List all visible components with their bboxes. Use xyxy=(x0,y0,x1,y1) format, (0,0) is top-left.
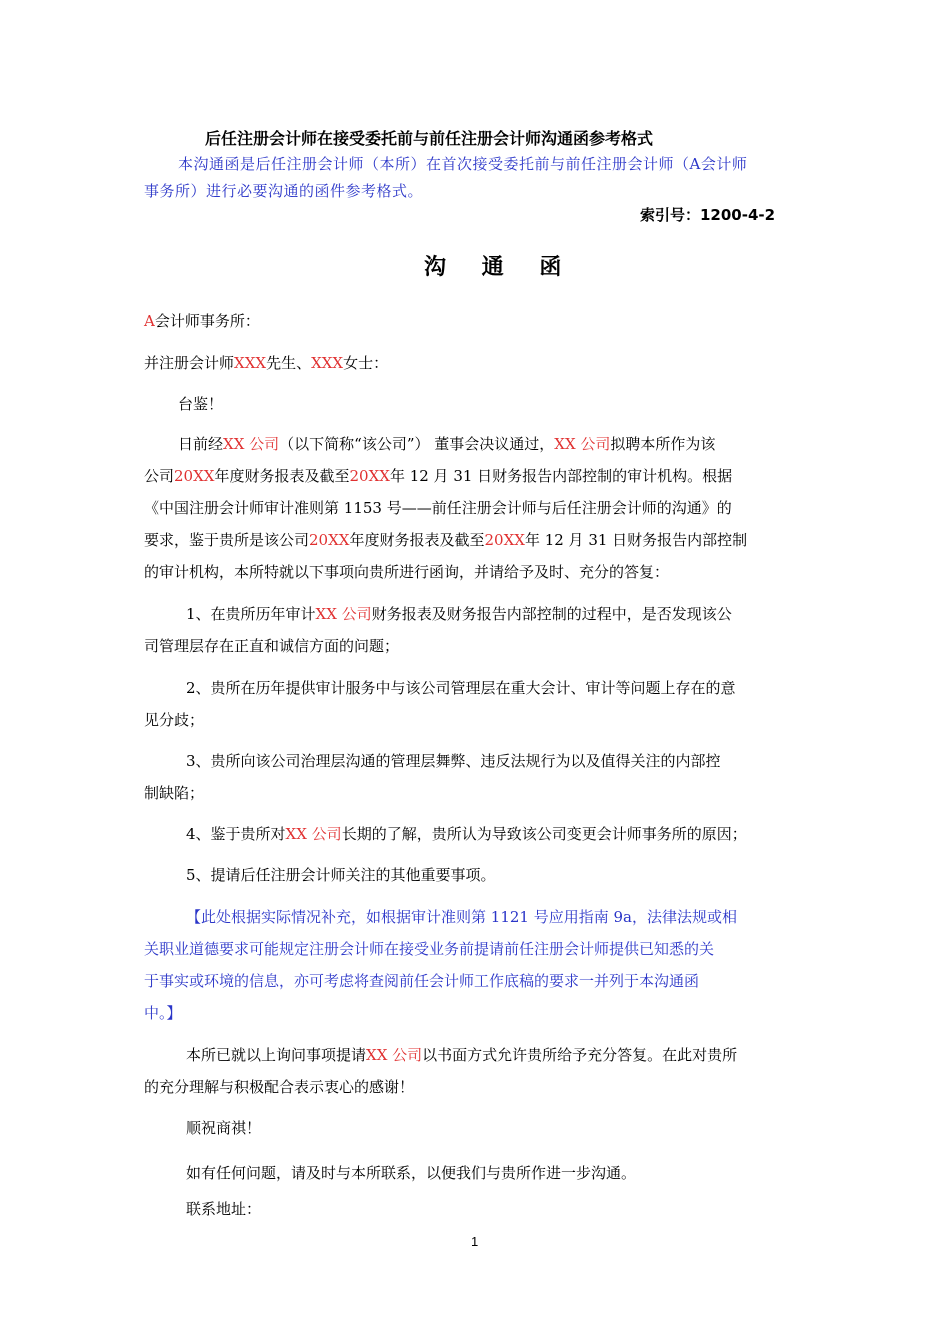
body-text: （以下简称“该公司”） 董事会决议通过， xyxy=(279,435,555,453)
company-placeholder: XX 公司 xyxy=(315,605,372,623)
note-line-4: 中。】 xyxy=(144,1004,182,1022)
body-text: 年度财务报表及截至 xyxy=(214,467,350,485)
note-line-2: 关职业道德要求可能规定注册会计师在接受业务前提请前任注册会计师提供已知悉的关 xyxy=(144,940,715,958)
addressee-cpa-red2: XXX xyxy=(311,354,344,372)
addressee-firm-text: 会计师事务所： xyxy=(154,312,260,330)
note-line-1: 【此处根据实际情况补充，如根据审计准则第 1121 号应用指南 9a，法律法规或相 xyxy=(186,908,737,926)
item-text: 1、在贵所历年审计 xyxy=(186,605,316,623)
company-placeholder: XX 公司 xyxy=(366,1046,423,1064)
body-line-5: 的审计机构，本所特就以下事项向贵所进行函询，并请给予及时、充分的答复： xyxy=(144,563,670,581)
page-number: 1 xyxy=(471,1234,479,1249)
note-line-3: 于事实或环境的信息，亦可考虑将查阅前任会计师工作底稿的要求一并列于本沟通函 xyxy=(144,972,700,990)
company-placeholder: XX 公司 xyxy=(554,435,611,453)
document-title: 后任注册会计师在接受委托前与前任注册会计师沟通函参考格式 xyxy=(205,129,654,148)
contact-address-label: 联系地址： xyxy=(186,1200,262,1218)
addressee-cpa xyxy=(144,352,388,373)
year-placeholder: 20XX xyxy=(309,531,350,549)
body-text: 拟聘本所作为该 xyxy=(610,435,716,453)
body-line-2 xyxy=(144,465,732,486)
closing-text: 以书面方式允许贵所给予充分答复。在此对贵所 xyxy=(422,1046,738,1064)
closing-line-2: 的充分理解与积极配合表示衷心的感谢！ xyxy=(144,1078,415,1096)
closing-text: 本所已就以上询问事项提请 xyxy=(186,1046,367,1064)
addressee-cpa-red1: XXX xyxy=(234,354,267,372)
addressee-firm-red: A xyxy=(144,312,155,330)
item-2-line-2: 见分歧； xyxy=(144,711,205,729)
addressee-firm xyxy=(144,310,260,331)
company-placeholder: XX 公司 xyxy=(285,825,342,843)
intro-line-2: 事务所）进行必要沟通的函件参考格式。 xyxy=(144,182,424,200)
body-line-1 xyxy=(178,433,715,454)
item-1-line-2: 司管理层存在正直和诚信方面的问题； xyxy=(144,637,400,655)
item-text: 4、鉴于贵所对 xyxy=(186,825,286,843)
year-placeholder: 20XX xyxy=(174,467,215,485)
company-placeholder: XX 公司 xyxy=(223,435,280,453)
closing-line-1 xyxy=(186,1044,737,1065)
item-3-line-2: 制缺陷； xyxy=(144,784,205,802)
body-text: 年度财务报表及截至 xyxy=(349,531,485,549)
item-5: 5、提请后任注册会计师关注的其他重要事项。 xyxy=(186,866,496,884)
body-text: 要求，鉴于贵所是该公司 xyxy=(144,531,310,549)
greeting: 台鉴！ xyxy=(178,395,224,413)
item-2-line-1: 2、贵所在历年提供审计服务中与该公司管理层在重大会计、审计等问题上存在的意 xyxy=(186,679,736,697)
letter-title: 沟 通 函 xyxy=(424,254,576,280)
body-text: 日前经 xyxy=(178,435,224,453)
item-4 xyxy=(186,823,747,844)
item-3-line-1: 3、贵所向该公司治理层沟通的管理层舞弊、违反法规行为以及值得关注的内部控 xyxy=(186,752,721,770)
year-placeholder: 20XX xyxy=(484,531,525,549)
item-text: 财务报表及财务报告内部控制的过程中，是否发现该公 xyxy=(371,605,732,623)
contact-note: 如有任何问题，请及时与本所联系，以便我们与贵所作进一步沟通。 xyxy=(186,1164,637,1182)
intro-line-1: 本沟通函是后任注册会计师（本所）在首次接受委托前与前任注册会计师（A会计师 xyxy=(178,155,748,173)
addressee-cpa-pre: 并注册会计师 xyxy=(144,354,235,372)
addressee-cpa-mid: 先生、 xyxy=(266,354,312,372)
body-text: 年 12 月 31 日财务报告内部控制 xyxy=(524,531,748,549)
item-1-line-1 xyxy=(186,603,732,624)
body-text: 年 12 月 31 日财务报告内部控制的审计机构。根据 xyxy=(389,467,733,485)
addressee-cpa-post: 女士： xyxy=(343,354,389,372)
year-placeholder: 20XX xyxy=(349,467,390,485)
body-line-4 xyxy=(144,529,747,550)
body-line-3: 《中国注册会计师审计准则第 1153 号——前任注册会计师与后任注册会计师的沟通》的 xyxy=(144,499,732,517)
body-text: 公司 xyxy=(144,467,175,485)
reference-number: 索引号：1200-4-2 xyxy=(640,206,776,224)
item-text: 长期的了解，贵所认为导致该公司变更会计师事务所的原因； xyxy=(341,825,747,843)
regards: 顺祝商祺！ xyxy=(186,1119,262,1137)
